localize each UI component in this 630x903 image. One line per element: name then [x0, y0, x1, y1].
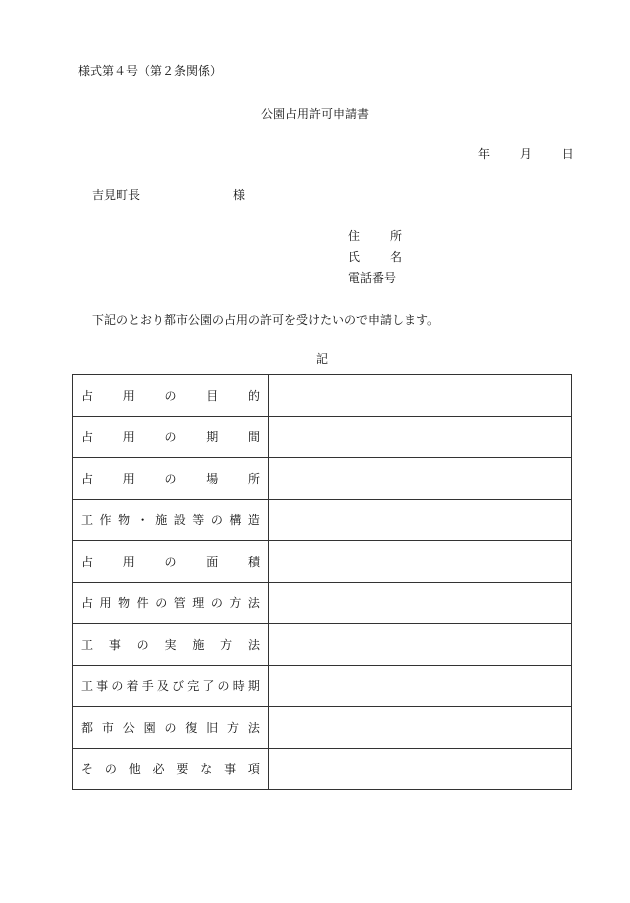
label-char: 占 [81, 596, 94, 611]
table-row [73, 665, 572, 707]
label-char: ・ [136, 513, 149, 528]
label-char: の [111, 679, 124, 694]
label-char: 理 [192, 596, 205, 611]
row-value-cell[interactable] [269, 748, 572, 790]
row-label-cell [73, 707, 269, 749]
label-char: 占 [81, 430, 94, 445]
label-char: の [164, 388, 177, 403]
row-label-cell [73, 665, 269, 707]
row-label-cell [73, 541, 269, 583]
label-char: 都 [81, 720, 94, 735]
document-title: 公園占用許可申請書 [260, 107, 369, 121]
table-row [73, 499, 572, 541]
label-char: の [164, 720, 177, 735]
applicant-phone-label [348, 271, 402, 285]
row-label [81, 470, 260, 487]
row-value-cell[interactable] [269, 458, 572, 500]
label-char: 工 [81, 513, 94, 528]
date-month-label: 月 [519, 147, 532, 161]
label-char: の [104, 762, 117, 777]
row-label [81, 428, 260, 445]
label-char: の [164, 430, 177, 445]
label-char: 構 [229, 513, 242, 528]
label-char: な [200, 762, 213, 777]
label-char: の [217, 679, 230, 694]
row-label [81, 677, 260, 694]
table-row [73, 375, 572, 417]
label-char: 工 [81, 679, 94, 694]
addressee-honorific: 様 [233, 188, 246, 202]
row-label-cell [73, 375, 269, 417]
label-char: 造 [247, 513, 260, 528]
date-year-label: 年 [478, 147, 491, 161]
label-char: 法 [247, 720, 260, 735]
label-char: の [164, 554, 177, 569]
label-char: 作 [99, 513, 112, 528]
row-label [81, 719, 260, 736]
label-char: 氏 [348, 250, 361, 264]
form-number: 様式第４号（第２条関係） [78, 64, 223, 78]
label-char: 方 [227, 720, 240, 735]
label-char: 方 [220, 637, 233, 652]
label-char: 所 [247, 471, 260, 486]
label-char: 住 [348, 229, 361, 243]
row-label-cell [73, 458, 269, 500]
label-char: 場 [206, 471, 219, 486]
label-char: の [210, 596, 223, 611]
ki-heading: 記 [315, 352, 328, 366]
row-label-cell [73, 624, 269, 666]
row-value-cell[interactable] [269, 375, 572, 417]
label-char: 完 [187, 679, 200, 694]
row-value-cell[interactable] [269, 416, 572, 458]
label-char: 用 [122, 471, 135, 486]
label-char: 手 [141, 679, 154, 694]
label-char: 他 [128, 762, 141, 777]
label-char: 占 [81, 554, 94, 569]
label-char: 園 [143, 720, 156, 735]
row-value-cell[interactable] [269, 499, 572, 541]
label-char: 方 [229, 596, 242, 611]
addressee-name: 吉見町長 [92, 188, 141, 202]
table-row [73, 707, 572, 749]
row-value-cell[interactable] [269, 665, 572, 707]
row-label-cell [73, 582, 269, 624]
label-char: 用 [122, 430, 135, 445]
table-row [73, 624, 572, 666]
label-char: 事 [224, 762, 237, 777]
label-char: 名 [389, 250, 402, 264]
label-char: 旧 [206, 720, 219, 735]
label-char: 設 [173, 513, 186, 528]
row-value-cell[interactable] [269, 624, 572, 666]
table-row [73, 416, 572, 458]
label-char: 等 [192, 513, 205, 528]
applicant-address-label [348, 229, 402, 243]
label-char: 了 [202, 679, 215, 694]
label-char: 目 [206, 388, 219, 403]
application-table [72, 374, 572, 790]
label-char: 期 [247, 679, 260, 694]
applicant-name-label [348, 250, 402, 264]
label-char: 用 [122, 554, 135, 569]
label-char: 電話番号 [348, 271, 397, 285]
row-label-cell [73, 748, 269, 790]
label-char: 公 [122, 720, 135, 735]
label-char: 実 [164, 637, 177, 652]
label-char: 占 [81, 471, 94, 486]
row-value-cell[interactable] [269, 582, 572, 624]
date-line [478, 147, 574, 161]
label-char: 項 [247, 762, 260, 777]
label-char: 面 [206, 554, 219, 569]
label-char: 所 [389, 229, 402, 243]
label-char: 用 [99, 596, 112, 611]
table-row [73, 748, 572, 790]
label-char: の [136, 637, 149, 652]
row-label [81, 594, 260, 611]
label-char: 的 [247, 388, 260, 403]
label-char: 物 [118, 596, 131, 611]
row-label-cell [73, 416, 269, 458]
label-char: 復 [185, 720, 198, 735]
label-char: 用 [122, 388, 135, 403]
label-char: 着 [126, 679, 139, 694]
label-char: 占 [81, 388, 94, 403]
label-char: 積 [247, 554, 260, 569]
label-char: 間 [247, 430, 260, 445]
label-char: 法 [247, 637, 260, 652]
label-char: 必 [152, 762, 165, 777]
label-char: 要 [176, 762, 189, 777]
row-label [81, 553, 260, 570]
label-char: 工 [81, 637, 94, 652]
table-row [73, 541, 572, 583]
label-char: 管 [173, 596, 186, 611]
row-label [81, 387, 260, 404]
table-row [73, 582, 572, 624]
label-char: 及 [156, 679, 169, 694]
label-char: 時 [232, 679, 245, 694]
row-value-cell[interactable] [269, 541, 572, 583]
label-char: 施 [192, 637, 205, 652]
label-char: 施 [155, 513, 168, 528]
label-char: の [210, 513, 223, 528]
label-char: 事 [96, 679, 109, 694]
label-char: 事 [108, 637, 121, 652]
intro-statement: 下記のとおり都市公園の占用の許可を受けたいので申請します。 [92, 313, 440, 327]
label-char: 市 [101, 720, 114, 735]
label-char: そ [81, 762, 94, 777]
table-row [73, 458, 572, 500]
row-value-cell[interactable] [269, 707, 572, 749]
label-char: の [155, 596, 168, 611]
row-label [81, 511, 260, 528]
label-char: 期 [206, 430, 219, 445]
row-label-cell [73, 499, 269, 541]
date-day-label: 日 [561, 147, 574, 161]
label-char: び [172, 679, 185, 694]
label-char: 物 [118, 513, 131, 528]
label-char: 件 [136, 596, 149, 611]
row-label [81, 760, 260, 777]
row-label [81, 636, 260, 653]
label-char: 法 [247, 596, 260, 611]
label-char: の [164, 471, 177, 486]
